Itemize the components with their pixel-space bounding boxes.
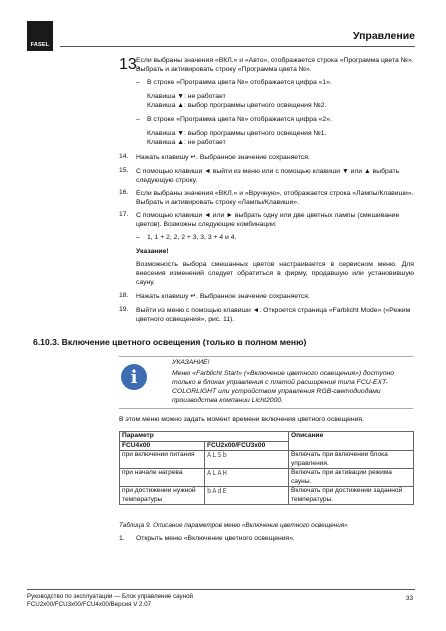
step-13-dash-a: – [136,79,140,86]
header-fcu4: FCU4x00 [120,441,205,451]
page-number: 33 [405,595,413,602]
info-top-divider [119,356,413,357]
step-18-text: Нажать клавишу ↵. Выбранное значение сохраняется. [136,293,310,300]
fasel-logo [27,21,53,51]
table-row [120,469,414,487]
step-17-combinations: 1, 1 + 2, 2, 2 + 3, 3, 3 + 4 и 4. [147,234,237,241]
header-param: Параметр [120,432,289,442]
step-18-number: 18. [119,292,129,299]
section-heading: 6.10.3. Включение цветного освещения (только в полном меню) [33,337,307,347]
step-13-dash-b: – [136,116,140,123]
header-fcu2: FCU2x00/FCU3x00 [205,441,289,451]
step-13-sub-a: В строке «Программа цвета №» отображается цифра «1». [147,79,332,86]
step-19-text: Выйти из меню с помощью клавиши ◄. Откроется страница «Farblicht Mode» («Режим цветного освещения», рис. 11). [136,307,411,323]
step-17-text: С помощью клавиши ◄ или ► выбрать одну или две цветных лампы (смешивание цветов). Возможны следующие комбинации: [136,212,400,228]
step-17-dash: – [136,234,140,241]
step-15-text: С помощью клавиши ◄ выйти из меню или с помощью клавиши ▼ или ▲ выбрать следующую строку. [136,168,400,184]
page-header-title: Управление [352,30,415,42]
row-param: при начале нагрева [120,469,205,487]
step-14-text: Нажать клавишу ↵. Выбранное значение сохраняется. [136,154,310,161]
step-16-number: 16. [119,189,129,196]
display-code: ALAH [207,469,228,477]
step-1-number: 1. [119,535,125,542]
row-display [205,487,289,505]
display-code: bAdE [207,487,228,495]
step-17-number: 17. [119,211,129,218]
step-13-sub-b: В строке «Программа цвета №» отображается цифра «2». [147,116,332,123]
footer-line-2: FCU2x00/FCU3x00/FCU4x00/Версия V 2.07 [27,601,152,608]
table-caption: Таблица 9. Описание параметров меню «Включение цветного освещения» [119,522,348,529]
info-bottom-divider [119,408,413,409]
row-description: Включать при включении блока управления. [289,451,414,469]
header-divider [60,46,415,47]
footer-divider [27,589,415,590]
row-description: Включать при достижении заданной температуры. [289,487,414,505]
step-1-text: Открыть меню «Включение цветного освещения». [136,535,295,542]
row-display [205,451,289,469]
step-13-sub-b-key-down: Клавиша ▼: выбор программы цветного освещения №1. [147,130,327,137]
parameters-table [119,431,414,505]
step-15-number: 15. [119,167,129,174]
table-header-row [120,432,414,442]
info-title: УКАЗАНИЕ! [172,359,210,366]
footer-line-1: Руководство по эксплуатации — Блок управление сауной [27,593,193,600]
info-text: Меню «Farblicht Start» («Включение цветного освещения») доступно только в блоках управления с платой расширения типа FCU-EXT-COLORLIGHT или устройством управления RGB-светодиодами производства компании Licht2000. [172,370,395,404]
logo-text: FASEL [30,42,50,48]
step-14-number: 14. [119,153,129,160]
note-text: Возможность выбора смешанных цветов настраивается в сервисном меню. Для внесения изменений следует обратиться в фирму, продавшую или установившую сауну. [136,261,414,286]
step-13-sub-a-key-down: Клавиша ▼: не работает [147,93,226,100]
table-row [120,487,414,505]
note-title: Указание! [136,248,169,255]
row-param: при включении питания [120,451,205,469]
info-icon: i [121,364,147,390]
row-param: при достижении нужной температуры [120,487,205,505]
step-13-sub-b-key-up: Клавиша ▲: не работает [147,139,226,146]
step-19-number: 19. [119,306,129,313]
row-display [205,469,289,487]
table-row [120,451,414,469]
header-description: Описание [289,432,414,451]
display-code: ALSb [207,451,228,459]
step-16-text: Если выбраны значения «ВКЛ.» и «Вручную», отображается строка «Лампы/Клавиши». Выбрать и активировать строку «Лампы/Клавиши». [136,190,414,206]
step-13-number: 13. [119,56,142,73]
step-13-sub-a-key-up: Клавиша ▲: выбор программы цветного освещения №2. [147,102,327,109]
section-intro: В этом меню можно задать момент времени включения цветного освещения. [119,416,364,423]
step-13-text: Если выбраны значения «ВКЛ.» и «Авто», отображается строка «Программа цвета №». Выбрать и активировать строку «Программа цвета №». [136,57,414,73]
row-description: Включать при активации режима сауны. [289,469,414,487]
